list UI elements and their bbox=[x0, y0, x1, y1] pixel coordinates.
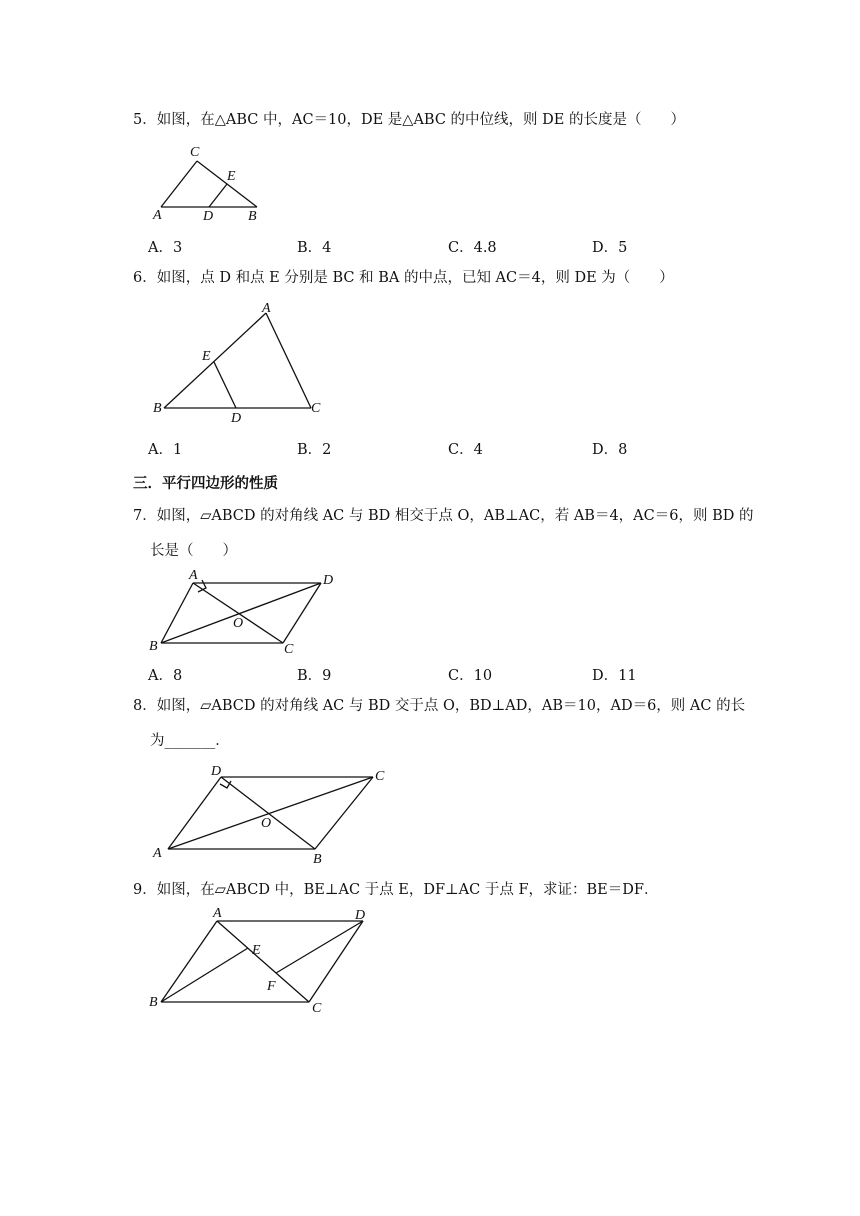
q8-figure bbox=[145, 762, 395, 867]
q5-text: 5．如图，在△ABC 中，AC＝10，DE 是△ABC 的中位线，则 DE 的长度是（ ） bbox=[133, 112, 685, 128]
q6-figure bbox=[145, 298, 335, 428]
q9-label-f: F bbox=[267, 979, 276, 994]
q9-text: 9．如图，在▱ABCD 中，BE⊥AC 于点 E，DF⊥AC 于点 F，求证：BE＝DF． bbox=[133, 882, 659, 898]
q7-label-o: O bbox=[233, 616, 244, 631]
q9-label-b: B bbox=[149, 995, 158, 1010]
q6-label-b: B bbox=[153, 401, 162, 416]
q8-text-line2: 为_______． bbox=[150, 733, 230, 749]
q6-option-c: C．4 bbox=[448, 442, 483, 458]
q5-figure bbox=[145, 140, 275, 225]
q5-label-e: E bbox=[227, 169, 236, 184]
q8-label-a: A bbox=[153, 846, 162, 861]
q7-option-c: C．10 bbox=[448, 668, 493, 684]
q8-text-line1: 8．如图，▱ABCD 的对角线 AC 与 BD 交于点 O，BD⊥AD，AB＝10，AD＝6，则 AC 的长 bbox=[133, 698, 746, 714]
q9-label-c: C bbox=[312, 1001, 322, 1016]
q6-option-b: B．2 bbox=[297, 442, 332, 458]
q7-figure bbox=[145, 566, 345, 661]
q5-label-b: B bbox=[248, 209, 257, 224]
q7-label-d: D bbox=[323, 573, 334, 588]
q5-option-b: B．4 bbox=[297, 240, 332, 256]
q7-label-b: B bbox=[149, 639, 158, 654]
q7-option-d: D．11 bbox=[592, 668, 637, 684]
q6-label-c: C bbox=[311, 401, 321, 416]
q9-label-d: D bbox=[355, 908, 366, 923]
q6-label-a: A bbox=[262, 301, 271, 316]
q6-text: 6．如图，点 D 和点 E 分别是 BC 和 BA 的中点，已知 AC＝4，则 DE 为（ ） bbox=[133, 270, 674, 286]
q5-option-d: D．5 bbox=[592, 240, 628, 256]
q8-label-d: D bbox=[211, 764, 222, 779]
q9-label-a: A bbox=[213, 906, 222, 921]
q8-label-c: C bbox=[375, 769, 385, 784]
q5-option-a: A．3 bbox=[148, 240, 183, 256]
q9-figure bbox=[145, 904, 375, 1024]
q7-option-a: A．8 bbox=[148, 668, 183, 684]
q5-label-a: A bbox=[153, 208, 162, 223]
q8-label-o: O bbox=[261, 816, 272, 831]
q7-label-a: A bbox=[189, 568, 198, 583]
section-heading: 三．平行四边形的性质 bbox=[133, 476, 278, 492]
q7-option-b: B．9 bbox=[297, 668, 332, 684]
q5-label-d: D bbox=[203, 209, 214, 224]
q6-option-d: D．8 bbox=[592, 442, 628, 458]
q7-label-c: C bbox=[284, 642, 294, 657]
q8-label-b: B bbox=[313, 852, 322, 867]
q6-label-d: D bbox=[231, 411, 242, 426]
q9-label-e: E bbox=[252, 943, 261, 958]
q7-text-line1: 7．如图，▱ABCD 的对角线 AC 与 BD 相交于点 O，AB⊥AC，若 AB＝4，AC＝6，则 BD 的 bbox=[133, 508, 754, 524]
q6-label-e: E bbox=[202, 349, 211, 364]
q6-option-a: A．1 bbox=[148, 442, 183, 458]
q5-option-c: C．4.8 bbox=[448, 240, 497, 256]
q7-text-line2: 长是（ ） bbox=[150, 543, 237, 559]
q5-label-c: C bbox=[190, 145, 200, 160]
